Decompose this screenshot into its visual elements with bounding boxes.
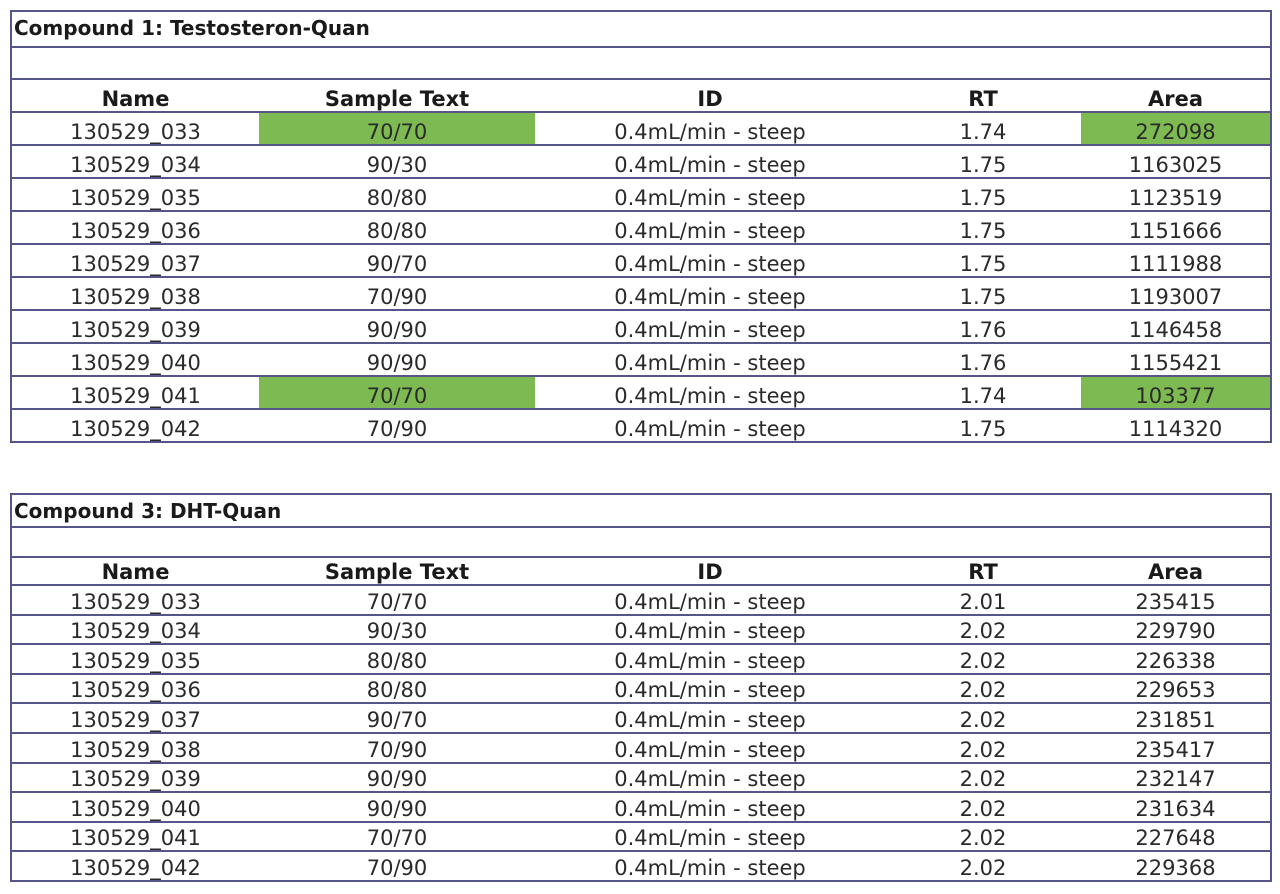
cell-name: 130529_033 — [11, 112, 259, 145]
header-row — [11, 79, 1271, 112]
cell-area: 272098 — [1081, 112, 1271, 145]
cell-sample-text: 70/90 — [259, 851, 535, 881]
table-row — [11, 343, 1271, 376]
compound-3-table — [10, 493, 1272, 882]
cell-rt: 1.75 — [885, 211, 1081, 244]
cell-sample-text: 80/80 — [259, 211, 535, 244]
table-row — [11, 733, 1271, 763]
table-row — [11, 585, 1271, 615]
cell-id: 0.4mL/min - steep — [535, 277, 885, 310]
cell-name: 130529_041 — [11, 822, 259, 852]
header-row — [11, 557, 1271, 585]
cell-name: 130529_035 — [11, 178, 259, 211]
cell-name: 130529_037 — [11, 244, 259, 277]
cell-sample-text: 70/90 — [259, 733, 535, 763]
cell-area: 229368 — [1081, 851, 1271, 881]
column-header-area: Area — [1081, 79, 1271, 112]
cell-id: 0.4mL/min - steep — [535, 145, 885, 178]
cell-area: 232147 — [1081, 763, 1271, 793]
cell-sample-text: 80/80 — [259, 178, 535, 211]
cell-name: 130529_040 — [11, 792, 259, 822]
blank-row — [11, 47, 1271, 79]
cell-area: 1163025 — [1081, 145, 1271, 178]
cell-sample-text: 70/90 — [259, 409, 535, 442]
cell-id: 0.4mL/min - steep — [535, 178, 885, 211]
table-row — [11, 674, 1271, 704]
cell-id: 0.4mL/min - steep — [535, 792, 885, 822]
table-title: Compound 1: Testosteron-Quan — [11, 11, 1271, 47]
table-row — [11, 409, 1271, 442]
compound-3-table-section — [10, 493, 1270, 882]
cell-area: 226338 — [1081, 644, 1271, 674]
cell-sample-text: 70/70 — [259, 585, 535, 615]
cell-rt: 1.75 — [885, 409, 1081, 442]
cell-sample-text: 70/70 — [259, 376, 535, 409]
cell-sample-text: 90/90 — [259, 343, 535, 376]
cell-area: 231851 — [1081, 703, 1271, 733]
cell-area: 235417 — [1081, 733, 1271, 763]
cell-sample-text: 70/70 — [259, 822, 535, 852]
cell-id: 0.4mL/min - steep — [535, 822, 885, 852]
blank-row — [11, 527, 1271, 557]
cell-rt: 2.02 — [885, 733, 1081, 763]
cell-sample-text: 90/90 — [259, 763, 535, 793]
cell-name: 130529_034 — [11, 145, 259, 178]
cell-name: 130529_041 — [11, 376, 259, 409]
table-row — [11, 644, 1271, 674]
cell-id: 0.4mL/min - steep — [535, 409, 885, 442]
cell-id: 0.4mL/min - steep — [535, 310, 885, 343]
cell-sample-text: 90/70 — [259, 703, 535, 733]
cell-rt: 2.02 — [885, 615, 1081, 645]
cell-id: 0.4mL/min - steep — [535, 763, 885, 793]
column-header-id: ID — [535, 79, 885, 112]
cell-name: 130529_042 — [11, 409, 259, 442]
compound-1-table — [10, 10, 1272, 443]
column-header-name: Name — [11, 557, 259, 585]
cell-rt: 1.75 — [885, 244, 1081, 277]
column-header-area: Area — [1081, 557, 1271, 585]
table-row — [11, 310, 1271, 343]
cell-id: 0.4mL/min - steep — [535, 343, 885, 376]
table-title: Compound 3: DHT-Quan — [11, 494, 1271, 527]
table-row — [11, 178, 1271, 211]
cell-rt: 2.02 — [885, 763, 1081, 793]
cell-rt: 2.02 — [885, 822, 1081, 852]
cell-sample-text: 90/30 — [259, 145, 535, 178]
cell-rt: 1.76 — [885, 343, 1081, 376]
cell-area: 1111988 — [1081, 244, 1271, 277]
table-row — [11, 277, 1271, 310]
cell-area: 235415 — [1081, 585, 1271, 615]
cell-area: 229790 — [1081, 615, 1271, 645]
cell-rt: 2.02 — [885, 703, 1081, 733]
table-row — [11, 822, 1271, 852]
table-row — [11, 145, 1271, 178]
cell-name: 130529_042 — [11, 851, 259, 881]
cell-sample-text: 70/90 — [259, 277, 535, 310]
cell-id: 0.4mL/min - steep — [535, 244, 885, 277]
cell-id: 0.4mL/min - steep — [535, 615, 885, 645]
cell-name: 130529_038 — [11, 733, 259, 763]
cell-rt: 2.02 — [885, 644, 1081, 674]
cell-sample-text: 90/30 — [259, 615, 535, 645]
cell-rt: 2.02 — [885, 851, 1081, 881]
cell-rt: 2.02 — [885, 792, 1081, 822]
cell-id: 0.4mL/min - steep — [535, 376, 885, 409]
cell-rt: 2.01 — [885, 585, 1081, 615]
cell-id: 0.4mL/min - steep — [535, 703, 885, 733]
cell-id: 0.4mL/min - steep — [535, 851, 885, 881]
cell-sample-text: 70/70 — [259, 112, 535, 145]
cell-id: 0.4mL/min - steep — [535, 644, 885, 674]
table-row — [11, 112, 1271, 145]
cell-rt: 1.76 — [885, 310, 1081, 343]
cell-area: 1151666 — [1081, 211, 1271, 244]
cell-name: 130529_037 — [11, 703, 259, 733]
cell-id: 0.4mL/min - steep — [535, 211, 885, 244]
cell-rt: 1.75 — [885, 178, 1081, 211]
cell-sample-text: 80/80 — [259, 644, 535, 674]
cell-sample-text: 80/80 — [259, 674, 535, 704]
column-header-id: ID — [535, 557, 885, 585]
cell-area: 231634 — [1081, 792, 1271, 822]
cell-area: 1114320 — [1081, 409, 1271, 442]
column-header-sample-text: Sample Text — [259, 557, 535, 585]
cell-id: 0.4mL/min - steep — [535, 112, 885, 145]
compound-1-table-section — [10, 10, 1270, 443]
table-row — [11, 244, 1271, 277]
table-row — [11, 851, 1271, 881]
cell-name: 130529_038 — [11, 277, 259, 310]
cell-id: 0.4mL/min - steep — [535, 674, 885, 704]
table-row — [11, 211, 1271, 244]
table-row — [11, 615, 1271, 645]
column-header-rt: RT — [885, 557, 1081, 585]
cell-area: 1155421 — [1081, 343, 1271, 376]
cell-name: 130529_039 — [11, 763, 259, 793]
cell-name: 130529_036 — [11, 674, 259, 704]
cell-name: 130529_034 — [11, 615, 259, 645]
cell-rt: 1.74 — [885, 112, 1081, 145]
cell-rt: 1.74 — [885, 376, 1081, 409]
cell-sample-text: 90/90 — [259, 792, 535, 822]
cell-rt: 1.75 — [885, 277, 1081, 310]
column-header-sample-text: Sample Text — [259, 79, 535, 112]
cell-rt: 2.02 — [885, 674, 1081, 704]
column-header-rt: RT — [885, 79, 1081, 112]
cell-rt: 1.75 — [885, 145, 1081, 178]
cell-name: 130529_033 — [11, 585, 259, 615]
cell-area: 1193007 — [1081, 277, 1271, 310]
cell-area: 229653 — [1081, 674, 1271, 704]
table-row — [11, 376, 1271, 409]
cell-area: 103377 — [1081, 376, 1271, 409]
cell-area: 1146458 — [1081, 310, 1271, 343]
table-row — [11, 703, 1271, 733]
cell-area: 227648 — [1081, 822, 1271, 852]
cell-id: 0.4mL/min - steep — [535, 733, 885, 763]
table-row — [11, 792, 1271, 822]
cell-area: 1123519 — [1081, 178, 1271, 211]
cell-name: 130529_035 — [11, 644, 259, 674]
cell-name: 130529_040 — [11, 343, 259, 376]
cell-name: 130529_039 — [11, 310, 259, 343]
table-row — [11, 763, 1271, 793]
cell-id: 0.4mL/min - steep — [535, 585, 885, 615]
cell-sample-text: 90/90 — [259, 310, 535, 343]
cell-name: 130529_036 — [11, 211, 259, 244]
cell-sample-text: 90/70 — [259, 244, 535, 277]
column-header-name: Name — [11, 79, 259, 112]
